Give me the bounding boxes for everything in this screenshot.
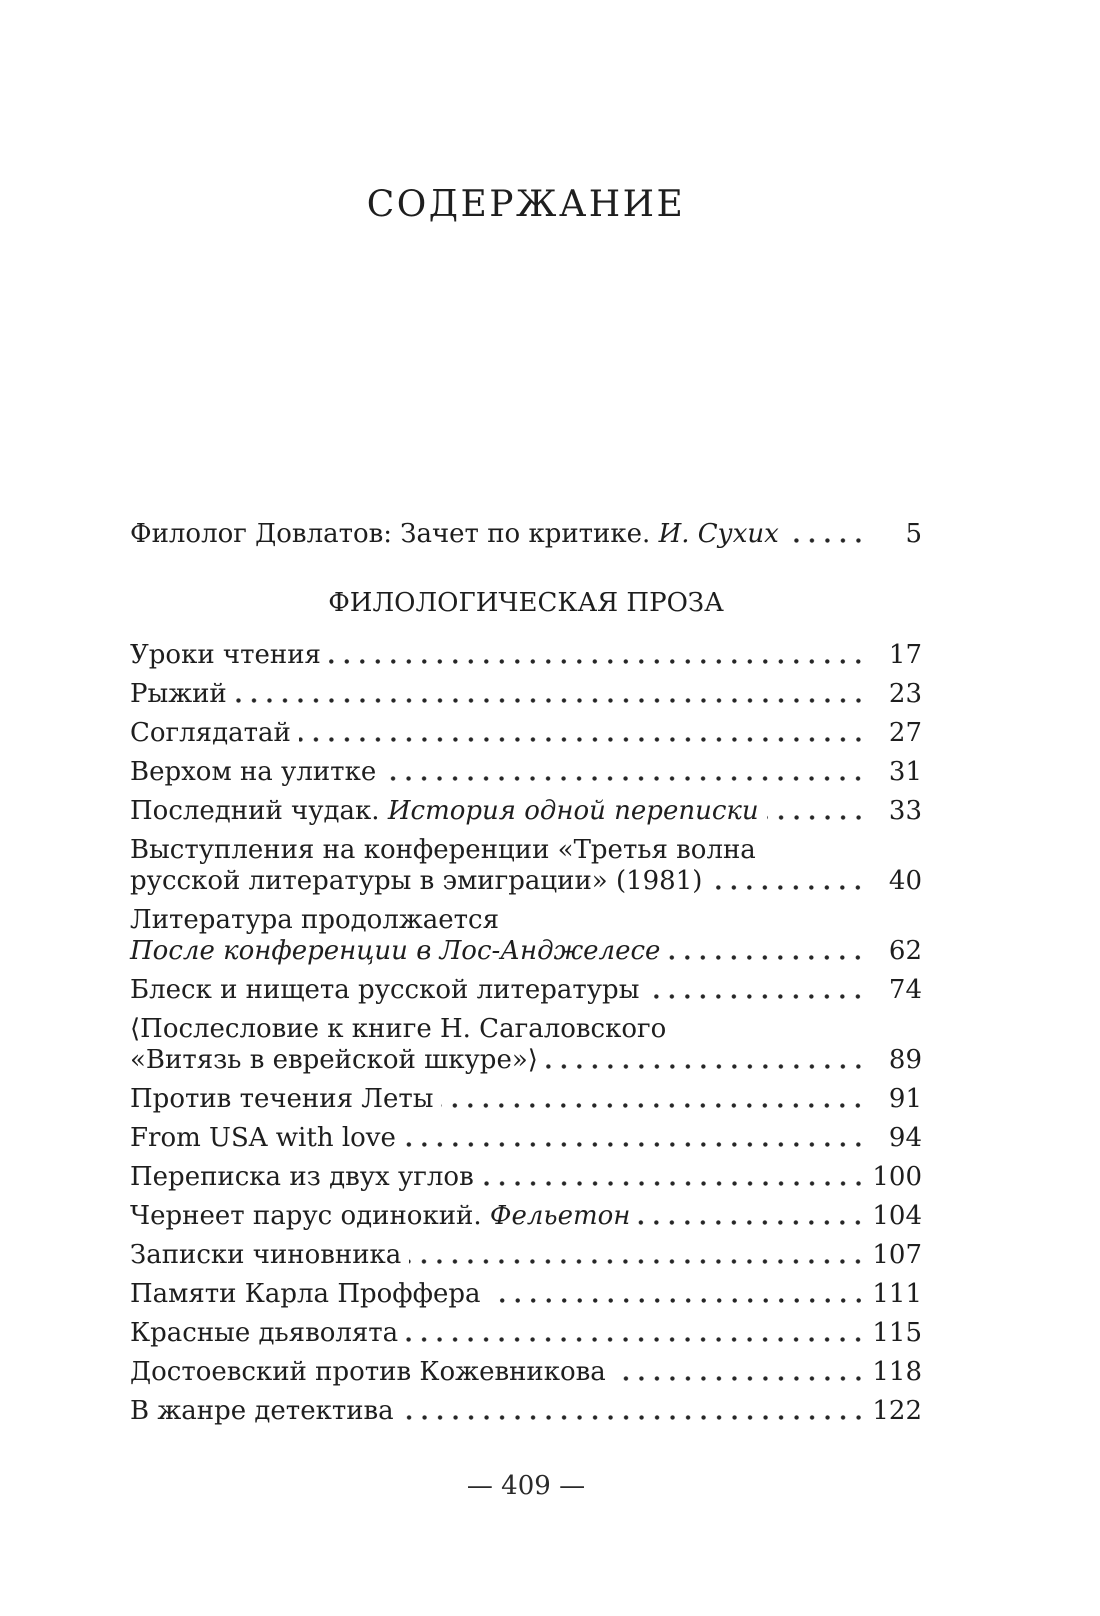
toc-page-number: 115 — [872, 1318, 922, 1348]
toc-entry — [130, 718, 922, 749]
toc-entry-title-part: Последний чудак. — [130, 796, 388, 826]
dot-leader — [321, 640, 868, 671]
toc-entry-title-part: Против течения Леты — [130, 1084, 434, 1114]
toc-entry-line — [130, 936, 922, 967]
dot-leader — [401, 1240, 868, 1271]
page-title: СОДЕРЖАНИЕ — [366, 184, 686, 225]
toc-entry-title-part: Филолог Довлатов: Зачет по критике. — [130, 519, 659, 549]
toc-entry-title — [130, 1240, 401, 1271]
toc-page-number: 107 — [872, 1240, 922, 1270]
toc-page-number: 74 — [888, 975, 922, 1005]
toc-entry-title — [130, 718, 291, 749]
toc-entry-title-part: Уроки чтения — [130, 640, 321, 670]
toc-entry-title-part: From USA with love — [130, 1123, 396, 1153]
toc-entry — [130, 835, 922, 897]
dot-leader — [398, 1318, 868, 1349]
dot-leader — [227, 679, 868, 710]
dot-leader — [702, 866, 868, 897]
dot-leader — [639, 975, 868, 1006]
toc-entry — [130, 679, 922, 710]
toc-entry-title — [130, 757, 376, 788]
toc-entry-title — [130, 1396, 394, 1427]
toc-page-number: 23 — [888, 679, 922, 709]
toc-entry-line — [130, 718, 922, 749]
toc-entry-title — [130, 905, 499, 936]
toc-entry — [130, 796, 922, 827]
toc-entry-title — [130, 1123, 396, 1154]
toc-entry-title — [130, 679, 227, 710]
toc-entry-title — [130, 1162, 474, 1193]
toc-entry-title — [130, 1318, 398, 1349]
toc-entry-title — [130, 975, 639, 1006]
toc-entry — [130, 519, 922, 550]
toc-entry — [130, 975, 922, 1006]
toc-entry-line — [130, 1357, 922, 1388]
toc-entry-title-part: Соглядатай — [130, 718, 291, 748]
toc-entry-line — [130, 1014, 922, 1045]
toc-entry-title-part: русской литературы в эмиграции» (1981) — [130, 866, 703, 896]
toc-page-number: 40 — [888, 866, 922, 896]
toc-entry-title — [130, 519, 779, 550]
toc-entry — [130, 1084, 922, 1115]
toc-entry-line — [130, 1396, 922, 1427]
toc-entry-title-part: В жанре детектива — [130, 1396, 394, 1426]
toc-entry-line — [130, 1045, 922, 1076]
toc-entry-title-italic-part: И. Сухих — [658, 519, 779, 549]
toc-entry — [130, 1318, 922, 1349]
toc-page-number: 31 — [888, 757, 922, 787]
toc-page-number: 33 — [888, 796, 922, 826]
toc-page-number: 111 — [872, 1279, 922, 1309]
toc-entry-title — [130, 1014, 666, 1045]
toc-entry-line — [130, 796, 922, 827]
toc-entry — [130, 1240, 922, 1271]
toc-page-number: 104 — [872, 1201, 922, 1231]
toc-page-number: 17 — [888, 640, 922, 670]
toc-entry-title-part: Достоевский против Кожевникова — [130, 1357, 606, 1387]
dot-leader — [538, 1045, 868, 1076]
toc-entry-title-part: Красные дьяволята — [130, 1318, 399, 1348]
dot-leader — [433, 1084, 868, 1115]
dot-leader — [474, 1162, 868, 1193]
toc-entry-title-part: Переписка из двух углов — [130, 1162, 474, 1192]
toc-page-number: 89 — [888, 1045, 922, 1075]
toc-entry — [130, 640, 922, 671]
toc-entry-line — [130, 975, 922, 1006]
toc-entry-title-part: Памяти Карла Проффера — [130, 1279, 481, 1309]
toc-entry-line — [130, 1123, 922, 1154]
toc-entry-line — [130, 905, 922, 936]
toc-page-number: 62 — [888, 936, 922, 966]
section-heading: ФИЛОЛОГИЧЕСКАЯ ПРОЗА — [328, 588, 724, 618]
dot-leader — [630, 1201, 868, 1232]
dot-leader — [291, 718, 868, 749]
toc-entry-title — [130, 835, 756, 866]
toc-entry-line — [130, 1084, 922, 1115]
toc-entry-title-part: Чернеет парус одинокий. — [130, 1201, 490, 1231]
toc-page-number: 5 — [905, 519, 922, 549]
toc-entry-title-part: Записки чиновника — [130, 1240, 402, 1270]
toc-entry-title-part: Выступления на конференции «Третья волна — [130, 835, 756, 865]
toc-entry-line — [130, 1162, 922, 1193]
toc-entry-title-italic-part: История одной переписки — [387, 796, 759, 826]
toc-list — [130, 519, 922, 1435]
toc-entry-line — [130, 1240, 922, 1271]
toc-entry-title — [130, 796, 759, 827]
toc-entry-line — [130, 1318, 922, 1349]
page-footer-folio: — 409 — — [466, 1471, 586, 1501]
toc-page-number: 122 — [872, 1396, 922, 1426]
toc-entry-line — [130, 757, 922, 788]
toc-entry — [130, 1357, 922, 1388]
toc-entry — [130, 905, 922, 967]
toc-page-number: 91 — [888, 1084, 922, 1114]
dot-leader — [606, 1357, 868, 1388]
toc-entry-line — [130, 1279, 922, 1310]
toc-entry-title-part: «Витязь в еврейской шкуре»⟩ — [130, 1045, 538, 1075]
toc-entry-title — [130, 1084, 433, 1115]
toc-page-number: 118 — [872, 1357, 922, 1387]
dot-leader — [376, 757, 868, 788]
dot-leader — [779, 519, 868, 550]
dot-leader — [396, 1123, 868, 1154]
toc-entry-line — [130, 866, 922, 897]
toc-page-number: 94 — [888, 1123, 922, 1153]
toc-page-number: 27 — [888, 718, 922, 748]
toc-entry-title-part: Блеск и нищета русской литературы — [130, 975, 640, 1005]
dot-leader — [759, 796, 868, 827]
toc-entry — [130, 1162, 922, 1193]
toc-entry-title — [130, 1357, 606, 1388]
toc-entry-title — [130, 1279, 481, 1310]
dot-leader — [394, 1396, 868, 1427]
toc-page-number: 100 — [872, 1162, 922, 1192]
toc-entry — [130, 1396, 922, 1427]
toc-entry-line — [130, 640, 922, 671]
toc-entry — [130, 1279, 922, 1310]
toc-entry — [130, 1123, 922, 1154]
toc-entry-title-italic-part: После конференции в Лос-Анджелесе — [130, 936, 661, 966]
toc-entry-title-italic-part: Фельетон — [489, 1201, 631, 1231]
toc-entry-line — [130, 679, 922, 710]
toc-entry-title-part: Литература продолжается — [130, 905, 499, 935]
toc-entry-title — [130, 866, 702, 897]
toc-entry-title-part: ⟨Послесловие к книге Н. Сагаловского — [130, 1014, 667, 1044]
dot-leader — [481, 1279, 868, 1310]
toc-entry — [130, 1014, 922, 1076]
toc-entry-title — [130, 936, 660, 967]
toc-entry-line — [130, 1201, 922, 1232]
toc-entry-title-part: Рыжий — [130, 679, 227, 709]
toc-entry — [130, 757, 922, 788]
toc-entry-title — [130, 640, 321, 671]
toc-entry — [130, 1201, 922, 1232]
toc-entry-title — [130, 1045, 538, 1076]
toc-entry-title — [130, 1201, 630, 1232]
dot-leader — [660, 936, 868, 967]
toc-entry-line — [130, 835, 922, 866]
toc-entry-title-part: Верхом на улитке — [130, 757, 377, 787]
toc-entry-line — [130, 519, 922, 550]
